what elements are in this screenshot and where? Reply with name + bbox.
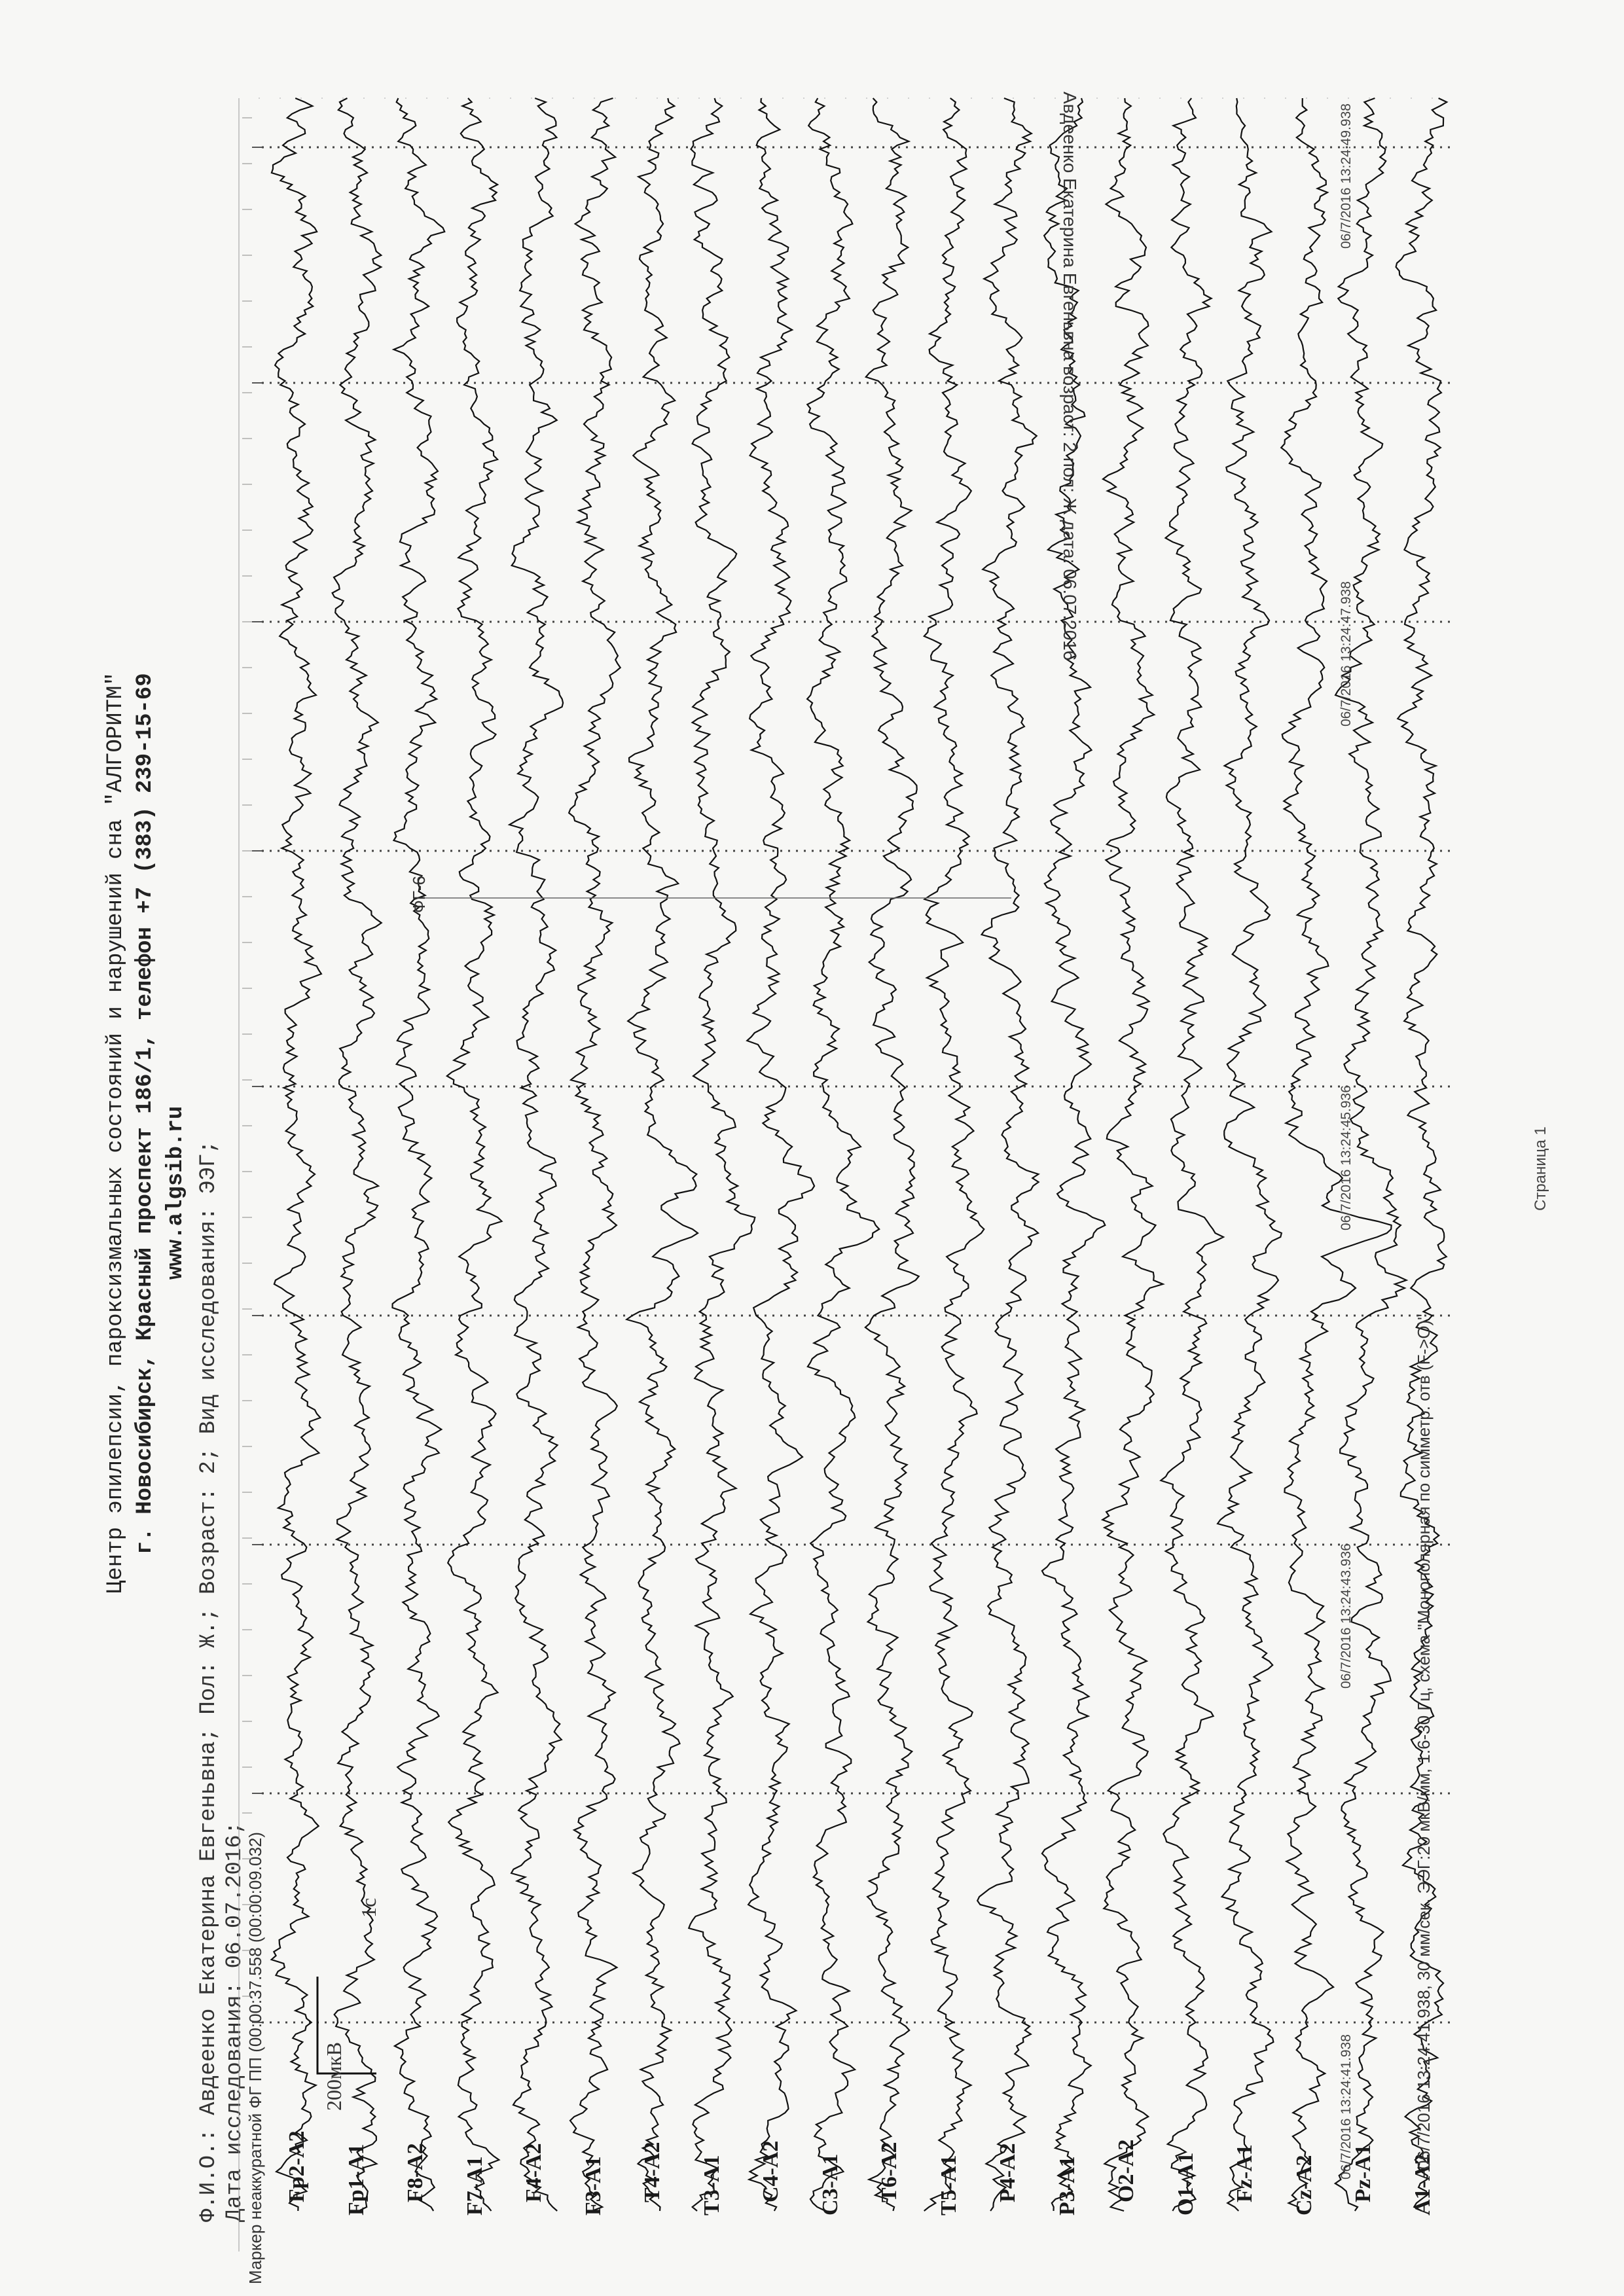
channel-label: F8-A2 [403,2143,427,2202]
eeg-trace-f4-a2 [509,98,563,2211]
marker-line: Маркер неаккуратной ФГ ПП (00:00:37.558 (00:00:09.032) [245,1831,265,2284]
channel-label: P3-A1 [1055,2156,1079,2215]
header-line-1: Центр эпилепсии, пароксизмальных состояний и нарушений сна "АЛГОРИТМ" [103,672,128,1594]
patient-info: Ф.И.О.: Авдеенко Екатерина Евгеньвна; Пол: Ж.; Возраст: 2; Вид исследования: ЭЭГ; [196,1140,221,2222]
channel-label: Fp2-A2 [285,2130,309,2202]
channel-label: A1-A2 [1410,2153,1435,2215]
header-line-2: г. Новосибирск, Красный проспект 186/1, телефон +7 (383) 239-15-69 [133,673,158,1554]
fg-marker-label: ФГ-6 [409,876,429,913]
channel-label: P4-A2 [996,2143,1020,2202]
eeg-trace-t4-a2 [626,98,698,2211]
study-date: Дата исследования: 06.07.2016; [223,1821,247,2222]
timestamp-label: 06/7/2016 13:24:49.938 [1339,103,1354,249]
eeg-trace-fz-a1 [1218,98,1282,2211]
timestamp-label: 06/7/2016 13:24:41.938 [1339,2034,1354,2179]
eeg-trace-p4-a2 [977,98,1038,2211]
channel-label: T6-A2 [877,2142,901,2202]
flipped-patient-label: Авдеенко Екатерина Евгеньвна возраст: 2 пол: Ж дата: 06.07.2016 [1060,92,1080,661]
channel-label: C3-A1 [818,2153,842,2215]
channel-label: T5-A1 [936,2155,961,2215]
timestamp-label: 06/7/2016 13:24:47.938 [1339,581,1354,726]
eeg-trace-t3-a1 [689,98,755,2211]
channel-label: F7-A1 [462,2156,487,2215]
channel-label: Pz-A1 [1351,2144,1375,2202]
channel-label: T4-A2 [640,2142,664,2202]
channel-label: F4-A2 [522,2143,546,2202]
channel-label: O1-A1 [1173,2152,1198,2215]
recording-parameters: 06/7/2016 13:24:41.938, 30 мм/сек. ЭЭГ:20 мкВ/мм, 1.6-30 Гц, схема "Монополярная по симметр. отв (F->O)" [1414,1314,1434,2170]
eeg-trace-c3-a1 [807,98,879,2211]
header-line-3: www.algsib.ru [164,1105,189,1280]
channel-label: Cz-A2 [1291,2155,1316,2215]
timestamp-label: 06/7/2016 13:24:43.936 [1339,1543,1354,1689]
channel-label: Fp1-A1 [344,2144,369,2215]
eeg-trace-cz-a2 [1281,98,1391,2211]
eeg-trace-f8-a2 [393,98,445,2211]
channel-label: Fz-A1 [1233,2144,1257,2202]
time-scale-label: 1с [357,1897,380,1918]
eeg-trace-t6-a2 [865,98,919,2211]
page-number: Страница 1 [1532,1126,1549,1211]
channel-label: C4-A2 [759,2140,783,2202]
channel-label: F3-A1 [581,2156,605,2215]
channel-label: O2-A2 [1114,2139,1138,2202]
amplitude-scale-label: 200мкВ [322,2041,346,2111]
eeg-trace-fp1-a1 [333,98,382,2211]
eeg-trace-t5-a1 [924,98,984,2211]
eeg-trace-o1-a1 [1161,98,1223,2211]
eeg-trace-fp2-a2 [272,98,321,2211]
timestamp-label: 06/7/2016 13:24:45.936 [1339,1085,1354,1230]
eeg-trace-f3-a1 [569,98,621,2211]
eeg-trace-c4-a2 [747,98,814,2211]
eeg-trace-o2-a2 [1102,98,1163,2211]
eeg-trace-f7-a1 [447,98,502,2211]
channel-label: T3-A1 [699,2155,724,2215]
